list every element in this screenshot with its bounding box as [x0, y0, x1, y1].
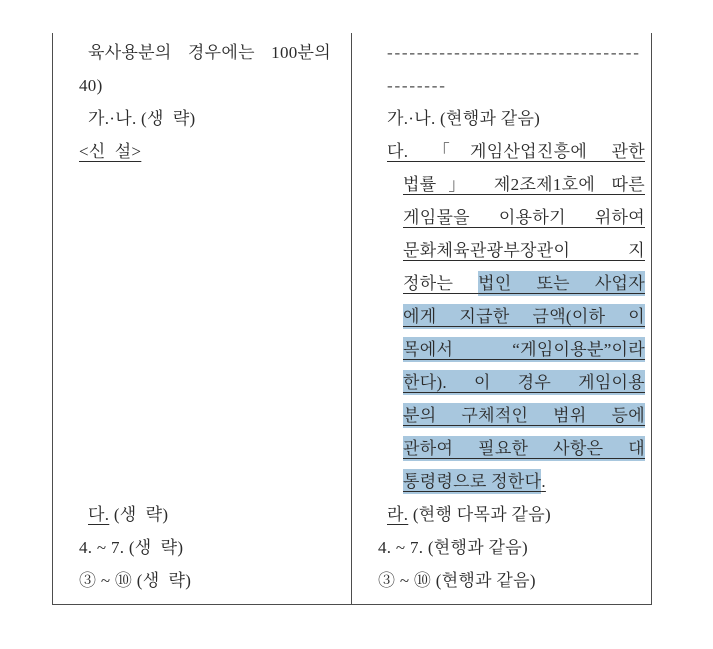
table-row [53, 135, 331, 168]
text-segment: 4. ~ 7. (생 략) [79, 538, 184, 557]
text-segment: (생 략) [109, 505, 169, 524]
highlighted-amendment-text: 법인 또는 사업자 [478, 271, 645, 296]
amendment-column [352, 33, 651, 604]
table-row [352, 135, 645, 168]
table-row [352, 465, 645, 498]
table-row [53, 498, 331, 531]
table-row [352, 300, 645, 333]
text-segment: 40) [79, 76, 103, 95]
table-row [53, 36, 331, 69]
highlighted-amendment-text: 분의 구체적인 범위 등에 [403, 403, 645, 428]
current-law-column [53, 33, 352, 604]
table-row [352, 498, 645, 531]
table-row [352, 102, 645, 135]
table-row [352, 333, 645, 366]
table-row [53, 366, 331, 399]
text-segment: 가.·나. (생 략) [88, 109, 196, 128]
underlined-new-text: 정하는 [403, 274, 479, 293]
underlined-new-text: 법률」 제2조제1호에 따른 [403, 175, 645, 194]
table-row [53, 432, 331, 465]
text-segment: ③ ~ ⑩ (생 략) [79, 571, 192, 590]
table-row [53, 333, 331, 366]
table-row [352, 234, 645, 267]
table-row [53, 399, 331, 432]
table-row [53, 531, 331, 564]
table-row [352, 168, 645, 201]
highlighted-amendment-text: 통령령으로 정한다 [403, 469, 541, 494]
underlined-new-text: 다. [88, 505, 110, 524]
dashed-continuation-line [352, 36, 645, 69]
table-row [53, 465, 331, 498]
highlighted-amendment-text: 에게 지급한 금액(이하 이 [403, 304, 645, 329]
table-row [352, 564, 645, 597]
table-row [352, 531, 645, 564]
table-row [352, 201, 645, 234]
underlined-new-text: 게임물을 이용하기 위하여 [403, 208, 645, 227]
table-row [352, 399, 645, 432]
text-segment: ---------------------------------- [387, 43, 641, 62]
table-row [352, 366, 645, 399]
text-segment: (현행 다목과 같음) [408, 505, 551, 524]
dashed-continuation-line [352, 69, 645, 102]
text-segment: 육사용분의 경우에는 100분의 [88, 43, 331, 62]
text-segment: 4. ~ 7. (현행과 같음) [378, 538, 528, 557]
table-row [53, 168, 331, 201]
highlighted-amendment-text: 한다). 이 경우 게임이용 [403, 370, 645, 395]
underlined-new-text: 다. 「게임산업진흥에 관한 [387, 142, 645, 161]
underlined-new-text: <신 설> [79, 142, 142, 161]
law-comparison-table [52, 33, 652, 605]
table-row [53, 201, 331, 234]
underlined-new-text: 라. [387, 505, 409, 524]
table-row [53, 564, 331, 597]
table-row [53, 69, 331, 102]
table-row [53, 300, 331, 333]
text-segment: ③ ~ ⑩ (현행과 같음) [378, 571, 536, 590]
table-row [352, 267, 645, 300]
table-row [53, 267, 331, 300]
table-row [53, 234, 331, 267]
underlined-new-text: . [541, 472, 546, 491]
table-row [53, 102, 331, 135]
table-row [352, 432, 645, 465]
highlighted-amendment-text: 목에서 “게임이용분”이라 [403, 337, 645, 362]
text-segment: -------- [387, 76, 447, 95]
underlined-new-text: 문화체육관광부장관이 지 [403, 241, 645, 260]
text-segment: 가.·나. (현행과 같음) [387, 109, 541, 128]
highlighted-amendment-text: 관하여 필요한 사항은 대 [403, 436, 645, 461]
